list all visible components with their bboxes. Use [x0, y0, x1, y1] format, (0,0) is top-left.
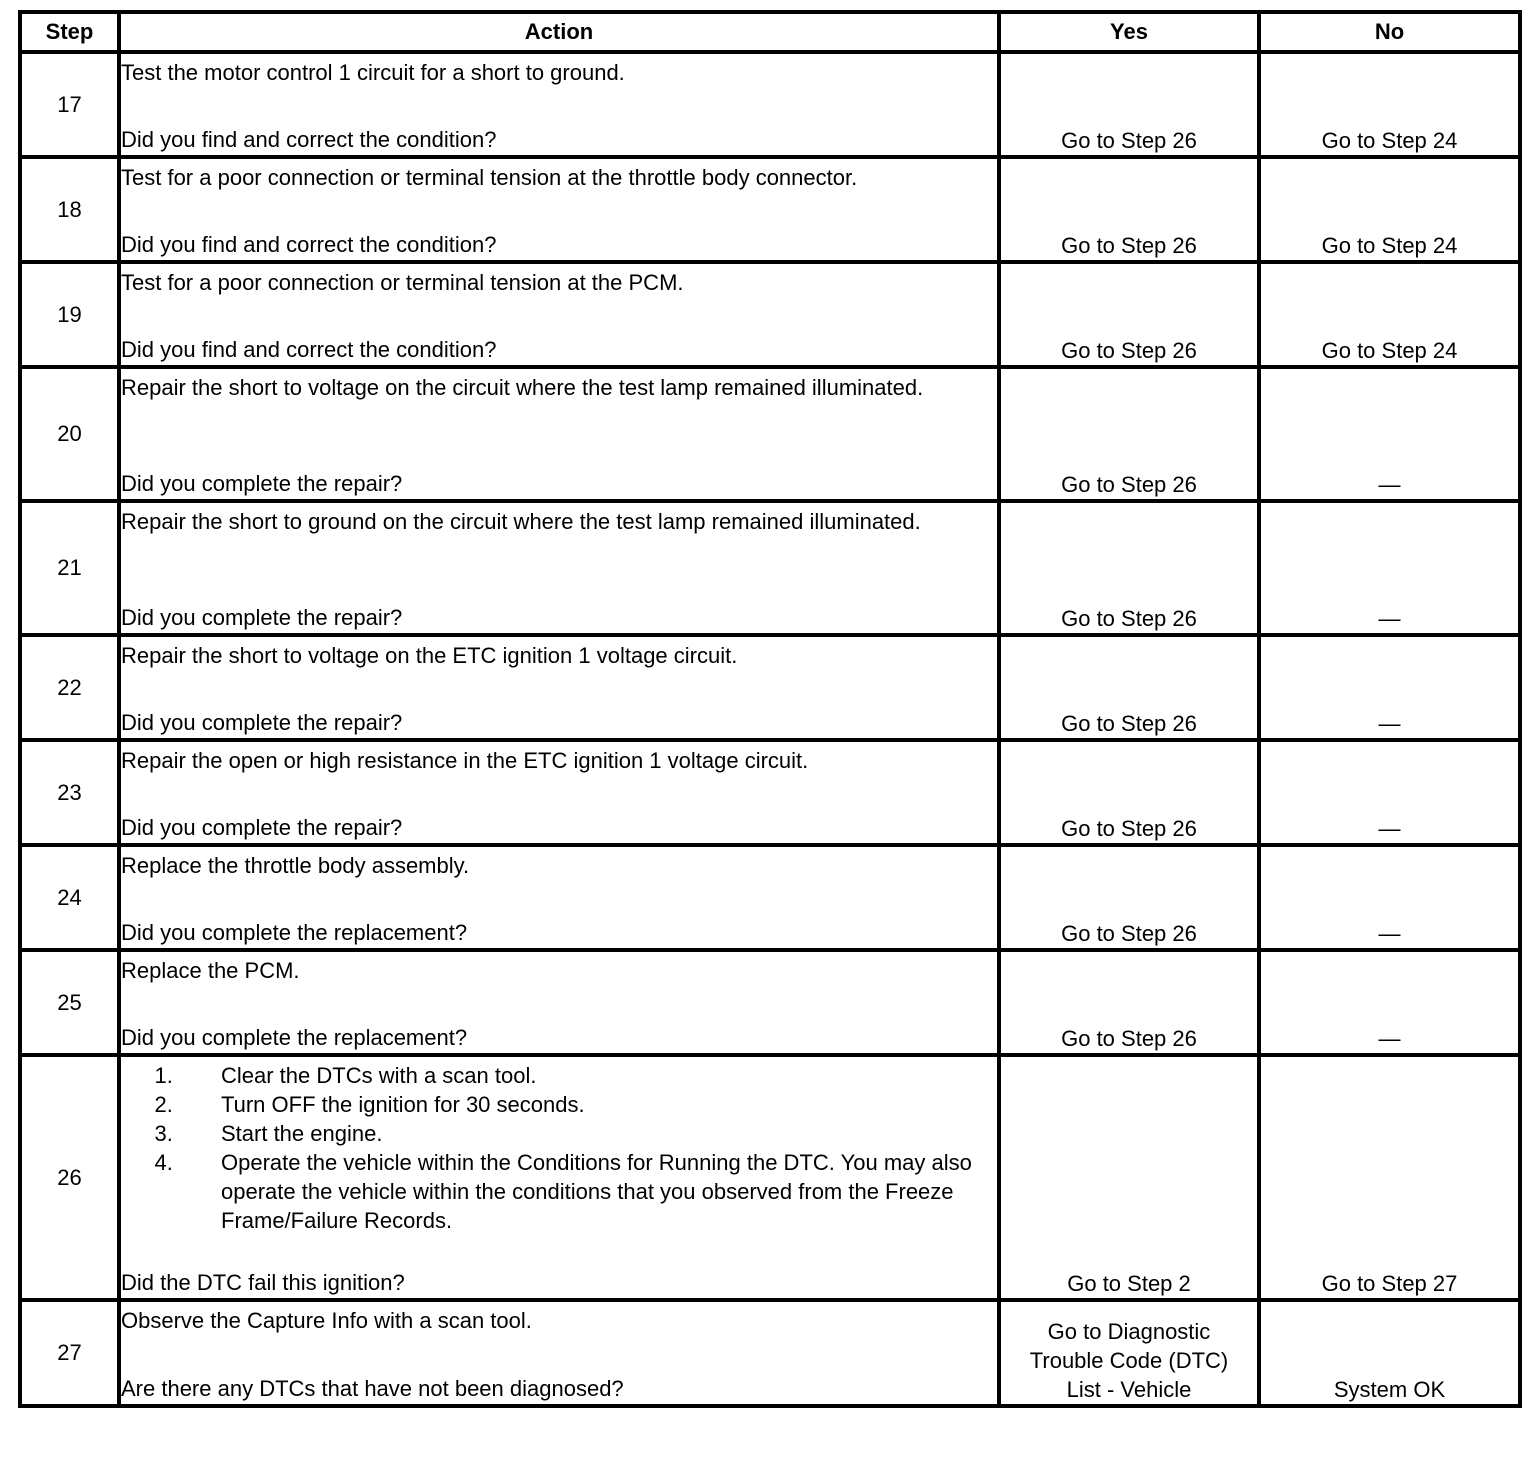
no-result: — [1259, 367, 1520, 501]
action-cell [119, 845, 999, 950]
table-row [20, 740, 1520, 845]
diagnostic-table [18, 10, 1522, 1408]
yes-result: Go to Step 26 [999, 157, 1259, 262]
action-cell [119, 157, 999, 262]
list-item: 4. Operate the vehicle within the Conditions for Running the DTC. You may also operate the vehicle within the conditions that you observed from the Freeze Frame/Failure Records. [179, 1148, 997, 1235]
action-question: Did you find and correct the condition? [121, 127, 497, 152]
action-text: Repair the short to ground on the circuit where the test lamp remained illuminated. [121, 509, 921, 534]
no-result: — [1259, 501, 1520, 635]
header-no: No [1259, 12, 1520, 52]
yes-result: Go to Step 26 [999, 262, 1259, 367]
list-item: 2. Turn OFF the ignition for 30 seconds. [179, 1090, 997, 1119]
yes-result: Go to Step 26 [999, 845, 1259, 950]
action-text: Test for a poor connection or terminal tension at the PCM. [121, 270, 684, 295]
step-number: 25 [20, 950, 119, 1055]
step-number: 22 [20, 635, 119, 740]
table-row [20, 950, 1520, 1055]
yes-result: Go to Diagnostic Trouble Code (DTC) List - Vehicle [999, 1300, 1259, 1406]
table-row [20, 845, 1520, 950]
yes-result: Go to Step 26 [999, 52, 1259, 157]
action-question: Are there any DTCs that have not been diagnosed? [121, 1376, 624, 1401]
step-number: 21 [20, 501, 119, 635]
action-question: Did the DTC fail this ignition? [121, 1270, 405, 1295]
no-result: Go to Step 24 [1259, 262, 1520, 367]
no-result: Go to Step 24 [1259, 157, 1520, 262]
table-row [20, 52, 1520, 157]
no-result: — [1259, 950, 1520, 1055]
table-row [20, 635, 1520, 740]
action-question: Did you complete the replacement? [121, 920, 468, 945]
header-yes: Yes [999, 12, 1259, 52]
action-cell [119, 1055, 999, 1300]
action-question: Did you complete the replacement? [121, 1025, 468, 1050]
no-result: — [1259, 740, 1520, 845]
step-number: 24 [20, 845, 119, 950]
action-text: Test the motor control 1 circuit for a short to ground. [121, 60, 625, 85]
table-row [20, 1300, 1520, 1406]
action-cell [119, 740, 999, 845]
step-number: 20 [20, 367, 119, 501]
yes-result: Go to Step 26 [999, 501, 1259, 635]
diagnostic-table-container [18, 10, 1522, 1408]
step-number: 26 [20, 1055, 119, 1300]
action-question: Did you complete the repair? [121, 815, 403, 840]
step-number: 23 [20, 740, 119, 845]
action-cell [119, 501, 999, 635]
action-list-wrapper [121, 1057, 997, 1235]
header-row [20, 12, 1520, 52]
list-item: 3. Start the engine. [179, 1119, 997, 1148]
table-row [20, 367, 1520, 501]
action-text: Test for a poor connection or terminal tension at the throttle body connector. [121, 165, 858, 190]
header-action: Action [119, 12, 999, 52]
table-row [20, 157, 1520, 262]
no-result: — [1259, 635, 1520, 740]
header-step: Step [20, 12, 119, 52]
action-cell [119, 262, 999, 367]
yes-result: Go to Step 26 [999, 635, 1259, 740]
action-cell [119, 950, 999, 1055]
step-number: 19 [20, 262, 119, 367]
action-text: Repair the short to voltage on the ETC ignition 1 voltage circuit. [121, 643, 738, 668]
step-number: 27 [20, 1300, 119, 1406]
table-row [20, 501, 1520, 635]
no-result: System OK [1259, 1300, 1520, 1406]
table-row [20, 262, 1520, 367]
action-step-list [121, 1061, 997, 1235]
action-text: Repair the open or high resistance in the ETC ignition 1 voltage circuit. [121, 748, 809, 773]
step-number: 17 [20, 52, 119, 157]
yes-result: Go to Step 2 [999, 1055, 1259, 1300]
yes-result: Go to Step 26 [999, 950, 1259, 1055]
no-result: — [1259, 845, 1520, 950]
action-question: Did you complete the repair? [121, 471, 403, 496]
action-cell [119, 367, 999, 501]
action-text: Replace the throttle body assembly. [121, 853, 470, 878]
action-question: Did you complete the repair? [121, 710, 403, 735]
action-text: Replace the PCM. [121, 958, 300, 983]
action-text: Repair the short to voltage on the circuit where the test lamp remained illuminated. [121, 375, 924, 400]
table-row [20, 1055, 1520, 1300]
no-result: Go to Step 27 [1259, 1055, 1520, 1300]
action-text: Observe the Capture Info with a scan tool. [121, 1308, 532, 1333]
yes-result: Go to Step 26 [999, 367, 1259, 501]
action-cell [119, 635, 999, 740]
list-item: 1. Clear the DTCs with a scan tool. [179, 1061, 997, 1090]
action-question: Did you complete the repair? [121, 605, 403, 630]
step-number: 18 [20, 157, 119, 262]
action-cell [119, 52, 999, 157]
yes-result: Go to Step 26 [999, 740, 1259, 845]
action-question: Did you find and correct the condition? [121, 232, 497, 257]
no-result: Go to Step 24 [1259, 52, 1520, 157]
action-cell [119, 1300, 999, 1406]
action-question: Did you find and correct the condition? [121, 337, 497, 362]
